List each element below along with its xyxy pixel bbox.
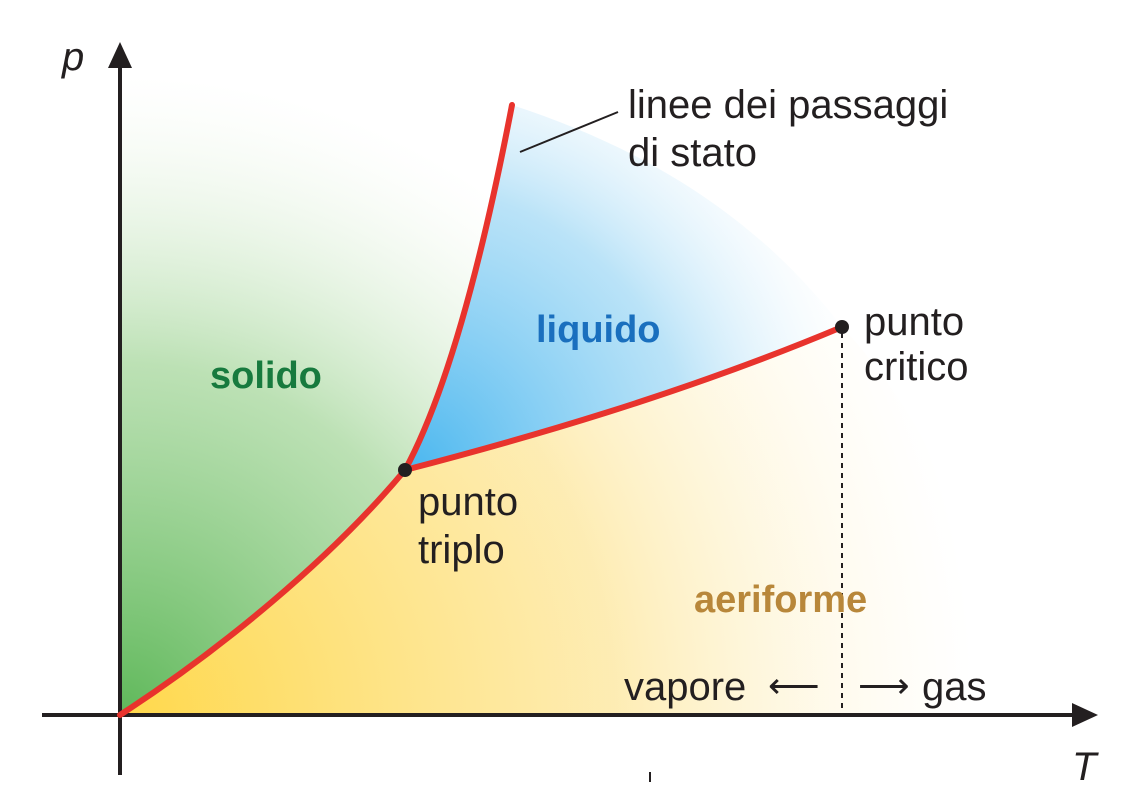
y-axis-label: p bbox=[62, 35, 85, 79]
triple-point-label-line1: punto bbox=[418, 480, 519, 524]
gas-side-label: gas bbox=[922, 665, 987, 709]
x-axis-label: T bbox=[1072, 745, 1097, 789]
critical-point-label-line2: critico bbox=[864, 345, 969, 389]
solid-label: solido bbox=[210, 355, 322, 397]
critical-point-marker bbox=[835, 320, 849, 334]
phase-lines-label-line2: di stato bbox=[628, 131, 757, 175]
liquid-label: liquido bbox=[536, 309, 661, 351]
left-arrow-icon: ⟵ bbox=[768, 665, 820, 706]
triple-point-marker bbox=[398, 463, 412, 477]
gas-label: aeriforme bbox=[694, 579, 868, 621]
critical-point-label-line1: punto bbox=[864, 300, 965, 344]
right-arrow-icon: ⟶ bbox=[858, 665, 910, 706]
vapore-label: vapore bbox=[624, 665, 747, 709]
phase-lines-label-line1: linee dei passaggi bbox=[628, 83, 949, 127]
x-axis-arrowhead bbox=[1072, 703, 1098, 727]
triple-point-label-line2: triplo bbox=[418, 528, 505, 572]
